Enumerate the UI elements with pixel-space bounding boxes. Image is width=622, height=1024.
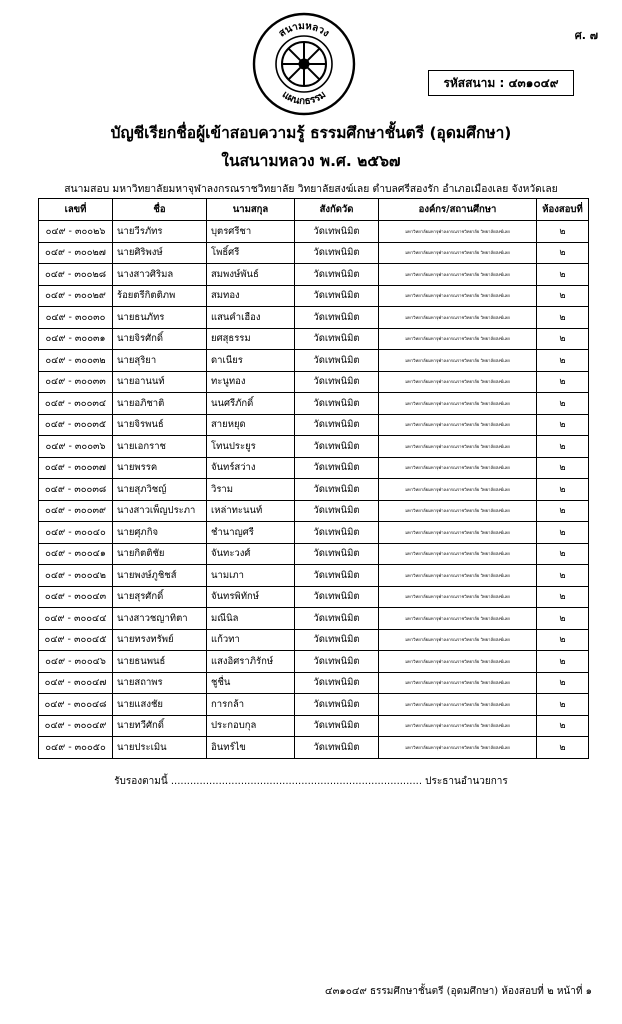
- first-name-cell: นายสุริยา: [113, 350, 207, 372]
- exam-number-cell: ๐๔๙ - ๓๐๐๒๖: [39, 221, 113, 243]
- organization-cell: มหาวิทยาลัยมหาจุฬาลงกรณราชวิทยาลัย วิทยาลัยสงฆ์เลย: [379, 285, 537, 307]
- surname-cell: บุตรศรีชา: [207, 221, 295, 243]
- room-number-cell: ๒: [537, 436, 589, 458]
- exam-number-cell: ๐๔๙ - ๓๐๐๔๔: [39, 608, 113, 630]
- table-row: [39, 350, 589, 372]
- room-number-cell: ๒: [537, 264, 589, 286]
- room-number-cell: ๒: [537, 715, 589, 737]
- exam-number-cell: ๐๔๙ - ๓๐๐๓๙: [39, 500, 113, 522]
- temple-cell: วัดเทพนิมิต: [295, 522, 379, 544]
- first-name-cell: นายพรรค: [113, 457, 207, 479]
- column-header: นามสกุล: [207, 199, 295, 221]
- organization-cell: มหาวิทยาลัยมหาจุฬาลงกรณราชวิทยาลัย วิทยาลัยสงฆ์เลย: [379, 565, 537, 587]
- surname-cell: ชูชื่น: [207, 672, 295, 694]
- table-row: [39, 393, 589, 415]
- table-row: [39, 221, 589, 243]
- temple-cell: วัดเทพนิมิต: [295, 479, 379, 501]
- exam-number-cell: ๐๔๙ - ๓๐๐๓๐: [39, 307, 113, 329]
- organization-cell: มหาวิทยาลัยมหาจุฬาลงกรณราชวิทยาลัย วิทยาลัยสงฆ์เลย: [379, 328, 537, 350]
- dharma-wheel-icon: [282, 42, 326, 86]
- exam-number-cell: ๐๔๙ - ๓๐๐๔๙: [39, 715, 113, 737]
- surname-cell: นามเภา: [207, 565, 295, 587]
- first-name-cell: นายศิริพงษ์: [113, 242, 207, 264]
- table-row: [39, 264, 589, 286]
- organization-cell: มหาวิทยาลัยมหาจุฬาลงกรณราชวิทยาลัย วิทยาลัยสงฆ์เลย: [379, 307, 537, 329]
- table-row: [39, 629, 589, 651]
- first-name-cell: นายทรงทรัพย์: [113, 629, 207, 651]
- organization-cell: มหาวิทยาลัยมหาจุฬาลงกรณราชวิทยาลัย วิทยาลัยสงฆ์เลย: [379, 608, 537, 630]
- table-header-row: [39, 199, 589, 221]
- exam-number-cell: ๐๔๙ - ๓๐๐๓๘: [39, 479, 113, 501]
- column-header: ชื่อ: [113, 199, 207, 221]
- room-number-cell: ๒: [537, 565, 589, 587]
- exam-number-cell: ๐๔๙ - ๓๐๐๓๑: [39, 328, 113, 350]
- table-row: [39, 500, 589, 522]
- room-number-cell: ๒: [537, 307, 589, 329]
- room-number-cell: ๒: [537, 350, 589, 372]
- temple-cell: วัดเทพนิมิต: [295, 543, 379, 565]
- room-number-cell: ๒: [537, 522, 589, 544]
- exam-number-cell: ๐๔๙ - ๓๐๐๓๖: [39, 436, 113, 458]
- organization-cell: มหาวิทยาลัยมหาจุฬาลงกรณราชวิทยาลัย วิทยาลัยสงฆ์เลย: [379, 629, 537, 651]
- first-name-cell: นายพงษ์ภูชิชส์: [113, 565, 207, 587]
- organization-cell: มหาวิทยาลัยมหาจุฬาลงกรณราชวิทยาลัย วิทยาลัยสงฆ์เลย: [379, 737, 537, 759]
- surname-cell: โทนประยูร: [207, 436, 295, 458]
- organization-cell: มหาวิทยาลัยมหาจุฬาลงกรณราชวิทยาลัย วิทยาลัยสงฆ์เลย: [379, 543, 537, 565]
- exam-venue: สนามสอบ มหาวิทยาลัยมหาจุฬาลงกรณราชวิทยาลัย วิทยาลัยสงฆ์เลย ตำบลศรีสองรัก อำเภอเมืองเลย จังหวัดเลย: [64, 183, 558, 195]
- organization-cell: มหาวิทยาลัยมหาจุฬาลงกรณราชวิทยาลัย วิทยาลัยสงฆ์เลย: [379, 221, 537, 243]
- table-row: [39, 328, 589, 350]
- seal-text-top: สนามหลวง: [277, 20, 332, 40]
- first-name-cell: นายอภิชาติ: [113, 393, 207, 415]
- table-row: [39, 715, 589, 737]
- surname-cell: แก้วทา: [207, 629, 295, 651]
- temple-cell: วัดเทพนิมิต: [295, 694, 379, 716]
- organization-cell: มหาวิทยาลัยมหาจุฬาลงกรณราชวิทยาลัย วิทยาลัยสงฆ์เลย: [379, 522, 537, 544]
- exam-number-cell: ๐๔๙ - ๓๐๐๓๔: [39, 393, 113, 415]
- exam-number-cell: ๐๔๙ - ๓๐๐๒๙: [39, 285, 113, 307]
- first-name-cell: ร้อยตรีกิตติภพ: [113, 285, 207, 307]
- surname-cell: ดาเนียร: [207, 350, 295, 372]
- seal-text-bottom: แผนกธรรม: [279, 89, 329, 108]
- page-title: บัญชีเรียกชื่อผู้เข้าสอบความรู้ ธรรมศึกษาชั้นตรี (อุดมศึกษา): [110, 124, 512, 142]
- table-row: [39, 414, 589, 436]
- organization-cell: มหาวิทยาลัยมหาจุฬาลงกรณราชวิทยาลัย วิทยาลัยสงฆ์เลย: [379, 479, 537, 501]
- surname-cell: โพธิ์ศรี: [207, 242, 295, 264]
- surname-cell: จันทะวงศ์: [207, 543, 295, 565]
- first-name-cell: นายอานนท์: [113, 371, 207, 393]
- room-number-cell: ๒: [537, 543, 589, 565]
- surname-cell: จันทร์สว่าง: [207, 457, 295, 479]
- temple-cell: วัดเทพนิมิต: [295, 221, 379, 243]
- form-code: ศ. ๗: [574, 29, 598, 42]
- temple-cell: วัดเทพนิมิต: [295, 629, 379, 651]
- exam-field-id: รหัสสนาม : ๔๓๑๐๔๙: [428, 70, 574, 96]
- exam-number-cell: ๐๔๙ - ๓๐๐๓๒: [39, 350, 113, 372]
- room-number-cell: ๒: [537, 737, 589, 759]
- first-name-cell: นายจิรพนธ์: [113, 414, 207, 436]
- temple-cell: วัดเทพนิมิต: [295, 285, 379, 307]
- exam-number-cell: ๐๔๙ - ๓๐๐๔๗: [39, 672, 113, 694]
- temple-cell: วัดเทพนิมิต: [295, 565, 379, 587]
- table-row: [39, 694, 589, 716]
- table-row: [39, 737, 589, 759]
- temple-cell: วัดเทพนิมิต: [295, 651, 379, 673]
- table-row: [39, 543, 589, 565]
- temple-cell: วัดเทพนิมิต: [295, 371, 379, 393]
- surname-cell: นนศรีภักดิ์: [207, 393, 295, 415]
- organization-cell: มหาวิทยาลัยมหาจุฬาลงกรณราชวิทยาลัย วิทยาลัยสงฆ์เลย: [379, 715, 537, 737]
- seal-logo: [252, 12, 356, 116]
- table-row: [39, 586, 589, 608]
- room-number-cell: ๒: [537, 328, 589, 350]
- table-row: [39, 307, 589, 329]
- room-number-cell: ๒: [537, 694, 589, 716]
- surname-cell: ทะนูทอง: [207, 371, 295, 393]
- organization-cell: มหาวิทยาลัยมหาจุฬาลงกรณราชวิทยาลัย วิทยาลัยสงฆ์เลย: [379, 586, 537, 608]
- organization-cell: มหาวิทยาลัยมหาจุฬาลงกรณราชวิทยาลัย วิทยาลัยสงฆ์เลย: [379, 371, 537, 393]
- first-name-cell: นายจิรศักดิ์: [113, 328, 207, 350]
- exam-number-cell: ๐๔๙ - ๓๐๐๓๓: [39, 371, 113, 393]
- organization-cell: มหาวิทยาลัยมหาจุฬาลงกรณราชวิทยาลัย วิทยาลัยสงฆ์เลย: [379, 651, 537, 673]
- room-number-cell: ๒: [537, 651, 589, 673]
- table-row: [39, 608, 589, 630]
- exam-number-cell: ๐๔๙ - ๓๐๐๔๘: [39, 694, 113, 716]
- temple-cell: วัดเทพนิมิต: [295, 436, 379, 458]
- temple-cell: วัดเทพนิมิต: [295, 500, 379, 522]
- organization-cell: มหาวิทยาลัยมหาจุฬาลงกรณราชวิทยาลัย วิทยาลัยสงฆ์เลย: [379, 500, 537, 522]
- surname-cell: สมทอง: [207, 285, 295, 307]
- temple-cell: วัดเทพนิมิต: [295, 307, 379, 329]
- page-subtitle: ในสนามหลวง พ.ศ. ๒๕๖๗: [221, 152, 401, 170]
- surname-cell: สมพงษ์พันธ์: [207, 264, 295, 286]
- table-row: [39, 242, 589, 264]
- surname-cell: อินทร์ไข: [207, 737, 295, 759]
- table-row: [39, 565, 589, 587]
- surname-cell: สายหยุด: [207, 414, 295, 436]
- room-number-cell: ๒: [537, 608, 589, 630]
- temple-cell: วัดเทพนิมิต: [295, 672, 379, 694]
- roster-table: [38, 198, 589, 759]
- first-name-cell: นายเอกราช: [113, 436, 207, 458]
- room-number-cell: ๒: [537, 221, 589, 243]
- first-name-cell: นางสาวเพ็ญประภา: [113, 500, 207, 522]
- first-name-cell: นายแสงชัย: [113, 694, 207, 716]
- temple-cell: วัดเทพนิมิต: [295, 328, 379, 350]
- roster-body: [39, 221, 589, 759]
- temple-cell: วัดเทพนิมิต: [295, 586, 379, 608]
- organization-cell: มหาวิทยาลัยมหาจุฬาลงกรณราชวิทยาลัย วิทยาลัยสงฆ์เลย: [379, 242, 537, 264]
- exam-number-cell: ๐๔๙ - ๓๐๐๒๗: [39, 242, 113, 264]
- first-name-cell: นายสุภวิชญ์: [113, 479, 207, 501]
- room-number-cell: ๒: [537, 242, 589, 264]
- surname-cell: วิราม: [207, 479, 295, 501]
- first-name-cell: นายสถาพร: [113, 672, 207, 694]
- temple-cell: วัดเทพนิมิต: [295, 242, 379, 264]
- organization-cell: มหาวิทยาลัยมหาจุฬาลงกรณราชวิทยาลัย วิทยาลัยสงฆ์เลย: [379, 694, 537, 716]
- room-number-cell: ๒: [537, 479, 589, 501]
- room-number-cell: ๒: [537, 629, 589, 651]
- column-header: องค์กร/สถานศึกษา: [379, 199, 537, 221]
- surname-cell: ประกอบกุล: [207, 715, 295, 737]
- surname-cell: การกล้า: [207, 694, 295, 716]
- first-name-cell: นางสาวชญาทิตา: [113, 608, 207, 630]
- first-name-cell: นายกิตติชัย: [113, 543, 207, 565]
- room-number-cell: ๒: [537, 672, 589, 694]
- surname-cell: มณีนิล: [207, 608, 295, 630]
- first-name-cell: นายศุภกิจ: [113, 522, 207, 544]
- exam-number-cell: ๐๔๙ - ๓๐๐๔๓: [39, 586, 113, 608]
- table-row: [39, 651, 589, 673]
- temple-cell: วัดเทพนิมิต: [295, 715, 379, 737]
- column-header: สังกัดวัด: [295, 199, 379, 221]
- exam-number-cell: ๐๔๙ - ๓๐๐๕๐: [39, 737, 113, 759]
- table-row: [39, 371, 589, 393]
- first-name-cell: นายธนภัทร: [113, 307, 207, 329]
- certification-line: รับรองตามนี้ ............................................................................... ประธานอำนวยการ: [114, 776, 508, 787]
- organization-cell: มหาวิทยาลัยมหาจุฬาลงกรณราชวิทยาลัย วิทยาลัยสงฆ์เลย: [379, 414, 537, 436]
- column-header: ห้องสอบที่: [537, 199, 589, 221]
- temple-cell: วัดเทพนิมิต: [295, 393, 379, 415]
- surname-cell: ชำนาญศรี: [207, 522, 295, 544]
- organization-cell: มหาวิทยาลัยมหาจุฬาลงกรณราชวิทยาลัย วิทยาลัยสงฆ์เลย: [379, 350, 537, 372]
- surname-cell: ยศสุธรรม: [207, 328, 295, 350]
- table-row: [39, 522, 589, 544]
- temple-cell: วัดเทพนิมิต: [295, 264, 379, 286]
- table-row: [39, 457, 589, 479]
- table-row: [39, 436, 589, 458]
- room-number-cell: ๒: [537, 414, 589, 436]
- first-name-cell: นายธนพนธ์: [113, 651, 207, 673]
- temple-cell: วัดเทพนิมิต: [295, 737, 379, 759]
- table-row: [39, 672, 589, 694]
- table-row: [39, 479, 589, 501]
- first-name-cell: นางสาวศิริมล: [113, 264, 207, 286]
- exam-number-cell: ๐๔๙ - ๓๐๐๔๐: [39, 522, 113, 544]
- exam-number-cell: ๐๔๙ - ๓๐๐๓๗: [39, 457, 113, 479]
- temple-cell: วัดเทพนิมิต: [295, 457, 379, 479]
- room-number-cell: ๒: [537, 393, 589, 415]
- exam-number-cell: ๐๔๙ - ๓๐๐๔๑: [39, 543, 113, 565]
- organization-cell: มหาวิทยาลัยมหาจุฬาลงกรณราชวิทยาลัย วิทยาลัยสงฆ์เลย: [379, 393, 537, 415]
- surname-cell: แสงอิศราภิรักษ์: [207, 651, 295, 673]
- temple-cell: วัดเทพนิมิต: [295, 608, 379, 630]
- first-name-cell: นายวีรภัทร: [113, 221, 207, 243]
- first-name-cell: นายสุรศักดิ์: [113, 586, 207, 608]
- room-number-cell: ๒: [537, 285, 589, 307]
- organization-cell: มหาวิทยาลัยมหาจุฬาลงกรณราชวิทยาลัย วิทยาลัยสงฆ์เลย: [379, 672, 537, 694]
- page-footer: ๔๓๑๐๔๙ ธรรมศึกษาชั้นตรี (อุดมศึกษา) ห้องสอบที่ ๒ หน้าที่ ๑: [325, 986, 592, 997]
- exam-number-cell: ๐๔๙ - ๓๐๐๔๕: [39, 629, 113, 651]
- column-header: เลขที่: [39, 199, 113, 221]
- exam-number-cell: ๐๔๙ - ๓๐๐๓๕: [39, 414, 113, 436]
- temple-cell: วัดเทพนิมิต: [295, 350, 379, 372]
- room-number-cell: ๒: [537, 500, 589, 522]
- surname-cell: แสนคำเฮือง: [207, 307, 295, 329]
- table-row: [39, 285, 589, 307]
- first-name-cell: นายทวีศักดิ์: [113, 715, 207, 737]
- organization-cell: มหาวิทยาลัยมหาจุฬาลงกรณราชวิทยาลัย วิทยาลัยสงฆ์เลย: [379, 457, 537, 479]
- room-number-cell: ๒: [537, 586, 589, 608]
- surname-cell: เหล่าทะนนท์: [207, 500, 295, 522]
- room-number-cell: ๒: [537, 371, 589, 393]
- organization-cell: มหาวิทยาลัยมหาจุฬาลงกรณราชวิทยาลัย วิทยาลัยสงฆ์เลย: [379, 264, 537, 286]
- exam-number-cell: ๐๔๙ - ๓๐๐๒๘: [39, 264, 113, 286]
- first-name-cell: นายประเมิน: [113, 737, 207, 759]
- surname-cell: จันทรพิทักษ์: [207, 586, 295, 608]
- exam-number-cell: ๐๔๙ - ๓๐๐๔๖: [39, 651, 113, 673]
- room-number-cell: ๒: [537, 457, 589, 479]
- organization-cell: มหาวิทยาลัยมหาจุฬาลงกรณราชวิทยาลัย วิทยาลัยสงฆ์เลย: [379, 436, 537, 458]
- temple-cell: วัดเทพนิมิต: [295, 414, 379, 436]
- exam-number-cell: ๐๔๙ - ๓๐๐๔๒: [39, 565, 113, 587]
